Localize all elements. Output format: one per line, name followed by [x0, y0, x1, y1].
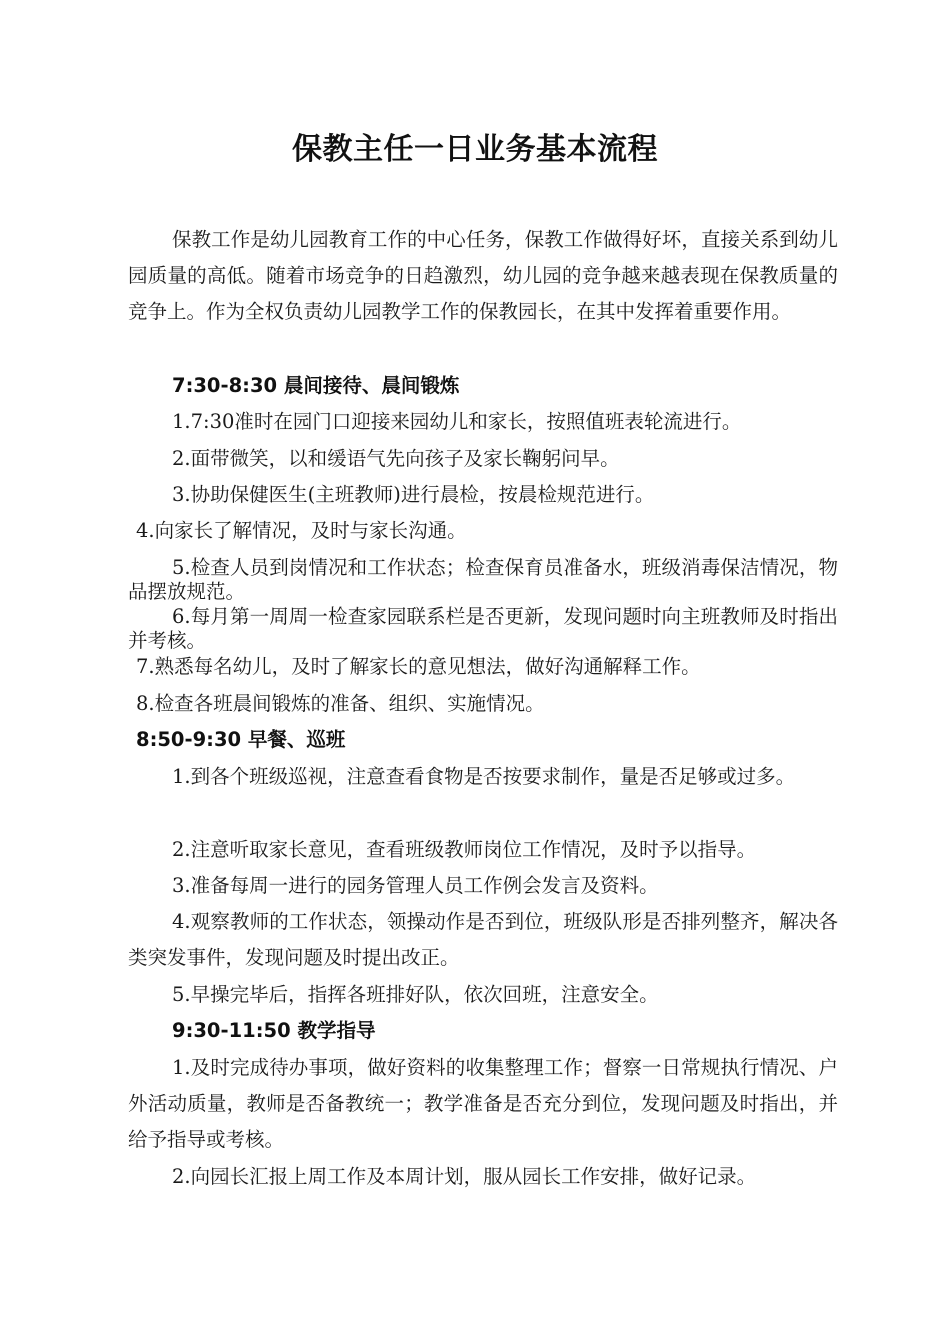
section-heading-teaching: 9:30-11:50 教学指导 — [172, 1019, 376, 1042]
list-item: 1.及时完成待办事项，做好资料的收集整理工作；督察一日常规执行情况、户外活动质量，教师是否备教统一；教学准备是否充分到位，发现问题及时指出，并给予指导或考核。 — [128, 1056, 838, 1151]
list-item: 1.7:30准时在园门口迎接来园幼儿和家长，按照值班表轮流进行。 — [172, 410, 742, 433]
section-heading-morning: 7:30-8:30 晨间接待、晨间锻炼 — [172, 374, 460, 397]
list-item: 2.注意听取家长意见，查看班级教师岗位工作情况，及时予以指导。 — [172, 838, 757, 861]
list-item: 3.协助保健医生(主班教师)进行晨检，按晨检规范进行。 — [172, 483, 655, 506]
list-item: 6.每月第一周周一检查家园联系栏是否更新，发现问题时向主班教师及时指出并考核。 — [128, 605, 838, 652]
list-item: 3.准备每周一进行的园务管理人员工作例会发言及资料。 — [172, 874, 659, 897]
list-item: 5.检查人员到岗情况和工作状态；检查保育员准备水，班级消毒保洁情况，物品摆放规范。 — [128, 556, 838, 603]
list-item: 1.到各个班级巡视，注意查看食物是否按要求制作，量是否足够或过多。 — [172, 765, 796, 788]
list-item: 7.熟悉每名幼儿，及时了解家长的意见想法，做好沟通解释工作。 — [136, 655, 701, 678]
list-item: 4.向家长了解情况，及时与家长沟通。 — [136, 519, 467, 542]
list-item: 5.早操完毕后，指挥各班排好队，依次回班，注意安全。 — [172, 983, 659, 1006]
document-title: 保教主任一日业务基本流程 — [292, 132, 658, 167]
list-item: 4.观察教师的工作状态，领操动作是否到位，班级队形是否排列整齐，解决各类突发事件，发现问题及时提出改正。 — [128, 910, 838, 969]
list-item: 2.面带微笑，以和缓语气先向孩子及家长鞠躬问早。 — [172, 447, 620, 470]
list-item: 8.检查各班晨间锻炼的准备、组织、实施情况。 — [136, 692, 545, 715]
section-heading-breakfast: 8:50-9:30 早餐、巡班 — [136, 728, 346, 751]
intro-paragraph: 保教工作是幼儿园教育工作的中心任务，保教工作做得好坏，直接关系到幼儿园质量的高低。随着市场竞争的日趋激烈，幼儿园的竞争越来越表现在保教质量的竞争上。作为全权负责幼儿园教学工作的保教园长，在其中发挥着重要作用。 — [128, 228, 838, 323]
list-item: 2.向园长汇报上周工作及本周计划，服从园长工作安排，做好记录。 — [172, 1165, 757, 1188]
